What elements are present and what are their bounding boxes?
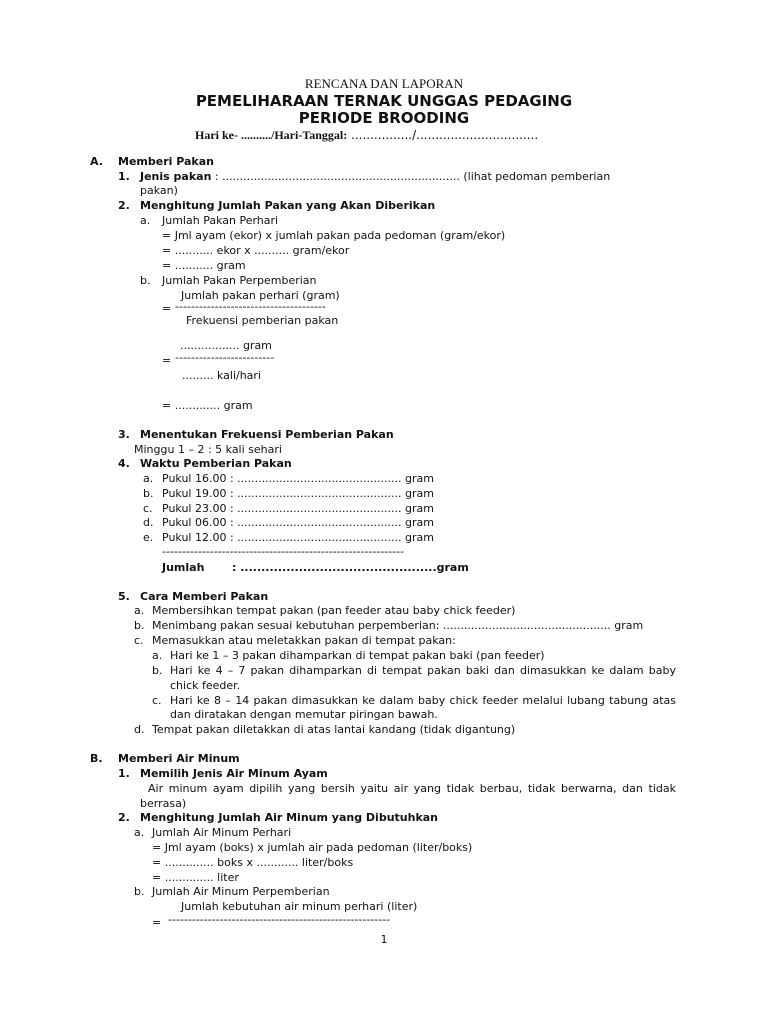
a2b-fraction-line-1: -------------------------------------- bbox=[175, 300, 326, 313]
a2b-result: = ............. gram bbox=[162, 399, 253, 412]
a2b-title: Jumlah Pakan Perpemberian bbox=[162, 274, 317, 287]
a5a-letter: a. bbox=[134, 604, 145, 617]
b2b-equals-1: = bbox=[152, 916, 162, 929]
a5c-sub-b-text: Hari ke 4 – 7 pakan dihamparkan di tempat pakan baki dan dimasukkan ke dalam baby bbox=[170, 664, 676, 677]
a2-title: Menghitung Jumlah Pakan yang Akan Diberikan bbox=[140, 199, 436, 212]
doc-title: PEMELIHARAAN TERNAK UNGGAS PEDAGING bbox=[195, 92, 573, 110]
a4-row-letter: e. bbox=[143, 531, 154, 544]
a5c-sub-c-cont: dan diratakan dengan memutar piringan bawah. bbox=[170, 708, 438, 721]
a3-number: 3. bbox=[118, 428, 130, 441]
a4-row-letter: b. bbox=[143, 487, 154, 500]
a2-number: 2. bbox=[118, 199, 130, 212]
a4-row-text: Pukul 19.00 : ............................................... gram bbox=[162, 487, 434, 500]
a5c-sub-c-letter: c. bbox=[152, 694, 162, 707]
a5c-letter: c. bbox=[134, 634, 144, 647]
b2b-title: Jumlah Air Minum Perpemberian bbox=[152, 885, 330, 898]
a5-title: Cara Memberi Pakan bbox=[140, 590, 269, 603]
a5c-sub-a-text: Hari ke 1 – 3 pakan dihamparkan di tempat pakan baki (pan feeder) bbox=[170, 649, 545, 662]
a4-row-text: Pukul 16.00 : ............................................... gram bbox=[162, 472, 434, 485]
page-number: 1 bbox=[380, 933, 388, 946]
a1-number: 1. bbox=[118, 170, 130, 183]
a4-row-letter: d. bbox=[143, 516, 154, 529]
a2b-letter: b. bbox=[140, 274, 151, 287]
a5c-sub-b-letter: b. bbox=[152, 664, 163, 677]
a5d-text: Tempat pakan diletakkan di atas lantai kandang (tidak digantung) bbox=[152, 723, 516, 736]
a4-row-text: Pukul 12.00 : ............................................... gram bbox=[162, 531, 434, 544]
a5b-text: Menimbang pakan sesuai kebutuhan perpemberian: ................................................ gram bbox=[152, 619, 644, 632]
a5d-letter: d. bbox=[134, 723, 145, 736]
a1-continuation: pakan) bbox=[140, 184, 178, 197]
a2a-line-3: = ........... gram bbox=[162, 259, 246, 272]
a2a-letter: a. bbox=[140, 214, 151, 227]
doc-subtitle: RENCANA DAN LAPORAN bbox=[304, 76, 464, 91]
b2a-line-3: = .............. liter bbox=[152, 871, 239, 884]
b1-text-line-2: berrasa) bbox=[140, 797, 187, 810]
a2a-title: Jumlah Pakan Perhari bbox=[162, 214, 279, 227]
doc-title-period: PERIODE BROODING bbox=[298, 109, 470, 127]
a4-total-dashline: ------------------------------------------------------------- bbox=[162, 545, 405, 558]
a1-fill: : .................................................................... (lihat pedoman pemberian bbox=[211, 170, 611, 183]
a5a-text: Membersihkan tempat pakan (pan feeder atau baby chick feeder) bbox=[152, 604, 516, 617]
a1-label: Jenis pakan bbox=[140, 170, 212, 183]
section-a-letter: A. bbox=[90, 155, 103, 168]
a2b-equals-2: = bbox=[162, 354, 172, 367]
a5c-sub-c-text: Hari ke 8 – 14 pakan dimasukkan ke dalam baby chick feeder melalui lubang tabung atas bbox=[170, 694, 676, 707]
a2b-equals-1: = bbox=[162, 302, 172, 315]
day-date-line bbox=[195, 129, 538, 142]
b1-number: 1. bbox=[118, 767, 130, 780]
b2-number: 2. bbox=[118, 811, 130, 824]
a5-number: 5. bbox=[118, 590, 130, 603]
a2a-line-2: = ........... ekor x .......... gram/ekor bbox=[162, 244, 350, 257]
a4-number: 4. bbox=[118, 457, 130, 470]
b2b-numerator-1: Jumlah kebutuhan air minum perhari (liter) bbox=[181, 900, 418, 913]
a4-total-value: : ...............................................gram bbox=[232, 561, 469, 574]
b2b-letter: b. bbox=[134, 885, 145, 898]
b1-text-line-1: Air minum ayam dipilih yang bersih yaitu air yang tidak berbau, tidak berwarna, dan tidak bbox=[148, 782, 676, 795]
a3-text: Minggu 1 – 2 : 5 kali sehari bbox=[134, 443, 282, 456]
b2a-letter: a. bbox=[134, 826, 145, 839]
section-a-title: Memberi Pakan bbox=[118, 155, 214, 168]
b2a-line-1: = Jml ayam (boks) x jumlah air pada pedoman (liter/boks) bbox=[152, 841, 473, 854]
b2b-fraction-line-1: -------------------------------------------------------- bbox=[168, 913, 391, 926]
a2a-line-1: = Jml ayam (ekor) x jumlah pakan pada pedoman (gram/ekor) bbox=[162, 229, 506, 242]
day-date-label: Hari ke- ........../Hari-Tanggal: bbox=[195, 128, 348, 142]
b2-title: Menghitung Jumlah Air Minum yang Dibutuhkan bbox=[140, 811, 439, 824]
a4-row-letter: c. bbox=[143, 502, 153, 515]
a4-title: Waktu Pemberian Pakan bbox=[140, 457, 292, 470]
a1-jenis-pakan bbox=[140, 170, 610, 183]
a4-row-letter: a. bbox=[143, 472, 154, 485]
a2b-numerator-1: Jumlah pakan perhari (gram) bbox=[181, 289, 340, 302]
a2b-denominator-2: ......... kali/hari bbox=[182, 369, 261, 382]
b2a-title: Jumlah Air Minum Perhari bbox=[152, 826, 292, 839]
a2b-numerator-2: ................. gram bbox=[180, 339, 272, 352]
b2a-line-2: = .............. boks x ............ liter/boks bbox=[152, 856, 354, 869]
b1-title: Memilih Jenis Air Minum Ayam bbox=[140, 767, 328, 780]
section-b-title: Memberi Air Minum bbox=[118, 752, 240, 765]
a3-title: Menentukan Frekuensi Pemberian Pakan bbox=[140, 428, 394, 441]
a4-total-label: Jumlah bbox=[162, 561, 205, 574]
a5c-sub-b-cont: chick feeder. bbox=[170, 679, 241, 692]
day-date-fill: ................/................................ bbox=[347, 128, 539, 142]
a5c-sub-a-letter: a. bbox=[152, 649, 163, 662]
a4-row-text: Pukul 23.00 : ............................................... gram bbox=[162, 502, 434, 515]
a2b-fraction-line-2: ------------------------- bbox=[175, 351, 275, 364]
a5c-text: Memasukkan atau meletakkan pakan di tempat pakan: bbox=[152, 634, 456, 647]
a2b-denominator-1: Frekuensi pemberian pakan bbox=[186, 314, 339, 327]
a5b-letter: b. bbox=[134, 619, 145, 632]
section-b-letter: B. bbox=[90, 752, 103, 765]
a4-row-text: Pukul 06.00 : ............................................... gram bbox=[162, 516, 434, 529]
